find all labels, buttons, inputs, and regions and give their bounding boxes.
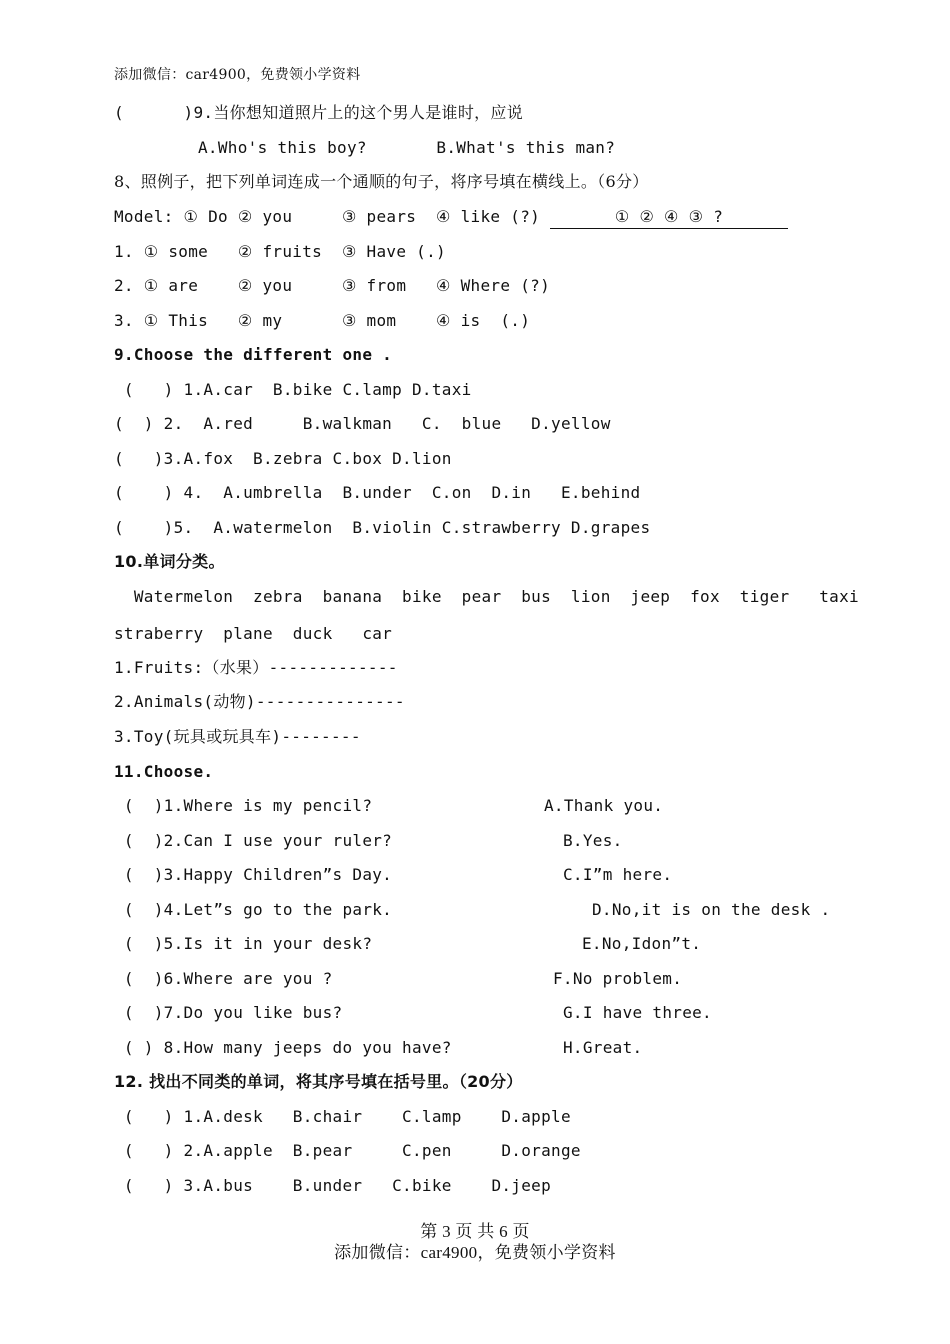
sec11-answer-d: D.No,it is on the desk . xyxy=(592,900,831,919)
sec8-item-1: 1. ① some ② fruits ③ Have (.) xyxy=(114,242,446,261)
sec12-item-1: ( ) 1.A.desk B.chair C.lamp D.apple xyxy=(114,1107,571,1126)
q9-prev-options: A.Who's this boy? B.What's this man? xyxy=(198,138,616,157)
sec9-item-1: ( ) 1.A.car B.bike C.lamp D.taxi xyxy=(114,380,472,399)
sec12-title: 12. 找出不同类的单词，将其序号填在括号里。（20分） xyxy=(114,1072,523,1091)
sec8-model-answer: ① ② ④ ③ ? xyxy=(550,206,788,229)
sec8-title: 8、照例子，把下列单词连成一个通顺的句子，将序号填在横线上。（6分） xyxy=(114,172,649,191)
sec11-answer-e: E.No,Idon”t. xyxy=(582,934,702,953)
sec11-answer-c: C.I”m here. xyxy=(563,865,673,884)
sec8-item-3: 3. ① This ② my ③ mom ④ is (.) xyxy=(114,311,531,330)
sec8-model-words: Model: ① Do ② you ③ pears ④ like (?) xyxy=(114,207,541,226)
sec11-question-5: ( )5.Is it in your desk? xyxy=(114,934,373,953)
sec12-item-2: ( ) 2.A.apple B.pear C.pen D.orange xyxy=(114,1141,581,1160)
footer-page-number: 第 3 页 共 6 页 xyxy=(420,1222,530,1241)
sec10-item-animals: 2.Animals(动物)--------------- xyxy=(114,692,405,711)
sec11-answer-b: B.Yes. xyxy=(563,831,623,850)
sec11-question-7: ( )7.Do you like bus? xyxy=(114,1003,343,1022)
sec11-question-1: ( )1.Where is my pencil? xyxy=(114,796,373,815)
sec8-model xyxy=(114,206,788,229)
sec9-item-3: ( )3.A.fox B.zebra C.box D.lion xyxy=(114,449,452,468)
sec11-title: 11.Choose. xyxy=(114,762,214,781)
sec9-item-5: ( )5. A.watermelon B.violin C.strawberry D.grapes xyxy=(114,518,651,537)
sec11-question-6: ( )6.Where are you ? xyxy=(114,969,333,988)
sec11-answer-h: H.Great. xyxy=(563,1038,643,1057)
header-note: 添加微信：car4900，免费领小学资料 xyxy=(114,67,361,83)
sec12-item-3: ( ) 3.A.bus B.under C.bike D.jeep xyxy=(114,1176,552,1195)
sec11-answer-g: G.I have three. xyxy=(563,1003,712,1022)
sec8-item-2: 2. ① are ② you ③ from ④ Where (?) xyxy=(114,276,551,295)
footer-note: 添加微信：car4900，免费领小学资料 xyxy=(334,1243,616,1262)
sec11-question-8: ( ) 8.How many jeeps do you have? xyxy=(114,1038,452,1057)
sec10-item-toy: 3.Toy(玩具或玩具车)-------- xyxy=(114,727,361,746)
sec9-item-4: ( ) 4. A.umbrella B.under C.on D.in E.behind xyxy=(114,483,641,502)
sec9-title: 9.Choose the different one . xyxy=(114,345,393,364)
sec10-title: 10.单词分类。 xyxy=(114,552,225,571)
sec10-words-line2: straberry plane duck car xyxy=(114,624,393,643)
sec10-words-line1: Watermelon zebra banana bike pear bus lion jeep fox tiger taxi xyxy=(114,587,859,606)
sec10-item-fruits: 1.Fruits:（水果）------------- xyxy=(114,658,398,677)
sec9-item-2: ( ) 2. A.red B.walkman C. blue D.yellow xyxy=(114,414,611,433)
sec11-question-3: ( )3.Happy Children”s Day. xyxy=(114,865,393,884)
sec11-question-4: ( )4.Let”s go to the park. xyxy=(114,900,393,919)
sec11-answer-a: A.Thank you. xyxy=(544,796,664,815)
q9-prev-item: ( )9.当你想知道照片上的这个男人是谁时，应说 xyxy=(114,103,524,122)
sec11-question-2: ( )2.Can I use your ruler? xyxy=(114,831,393,850)
sec11-answer-f: F.No problem. xyxy=(553,969,683,988)
